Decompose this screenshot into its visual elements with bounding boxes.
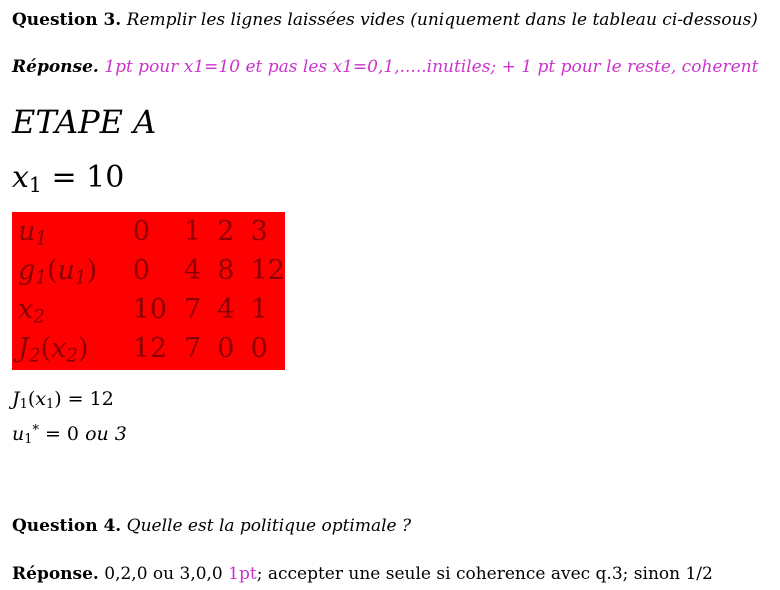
table-cell: 0	[132, 216, 150, 247]
table-cell: 12	[250, 255, 285, 286]
dp-table	[12, 212, 285, 368]
u1-alt: ou 3	[85, 423, 127, 445]
row-label: $x_2$	[18, 294, 45, 328]
question-4-label: Question 4.	[12, 516, 122, 536]
table-cell: 0	[132, 255, 150, 286]
question-3-label: Question 3.	[12, 10, 122, 30]
row-label: $u_1$	[18, 216, 48, 250]
question-4-text: Quelle est la politique optimale ?	[126, 516, 412, 536]
j1-result: $J_1(x_1) = 12$	[12, 388, 114, 413]
x1-var: x	[12, 160, 29, 195]
table-row	[12, 329, 285, 368]
stage-title: ETAPE A	[12, 103, 157, 141]
answer-3-label: Réponse.	[12, 57, 99, 77]
question-3	[12, 10, 758, 30]
table-row	[12, 251, 285, 290]
question-4	[12, 516, 411, 536]
table-cell: 0	[250, 333, 268, 364]
question-3-text: Remplir les lignes laissées vides (uniquement dans le tableau ci-dessous)	[126, 10, 758, 30]
table-cell: 10	[132, 294, 168, 325]
table-cell: 7	[184, 333, 202, 364]
u1-value: 0	[66, 423, 80, 445]
row-label: $J_2(x_2)$	[18, 333, 89, 367]
table-cell: 1	[250, 294, 268, 325]
table-cell: 4	[184, 255, 202, 286]
x1-sub: 1	[28, 173, 42, 198]
answer-3	[12, 57, 758, 77]
table-row	[12, 290, 285, 329]
answer-4-label: Réponse.	[12, 564, 99, 584]
table-cell: 4	[217, 294, 235, 325]
answer-4-points: 1pt	[228, 564, 257, 584]
x1-eq: = 10	[41, 160, 125, 195]
table-cell: 2	[217, 216, 235, 247]
answer-4-text-b: ; accepter une seule si coherence avec q.3; sinon 1/2	[256, 564, 713, 584]
dp-table-box	[12, 212, 285, 370]
answer-4	[12, 564, 713, 584]
table-cell: 0	[217, 333, 235, 364]
table-cell: 12	[132, 333, 168, 364]
table-cell: 3	[250, 216, 268, 247]
answer-4-text-a: 0,2,0 ou 3,0,0	[104, 564, 223, 584]
x1-equation	[12, 160, 125, 198]
table-cell: 7	[184, 294, 202, 325]
table-cell: 8	[217, 255, 235, 286]
j1-value: 12	[89, 388, 114, 410]
answer-3-text: 1pt pour x1=10 et pas les x1=0,1,.....inutiles; + 1 pt pour le reste, coherent	[104, 57, 759, 77]
u1-result: $u_1^* = 0$ ou 3	[12, 423, 127, 448]
table-row	[12, 212, 285, 251]
row-label: $g_1(u_1)$	[18, 255, 98, 289]
table-cell: 1	[184, 216, 202, 247]
